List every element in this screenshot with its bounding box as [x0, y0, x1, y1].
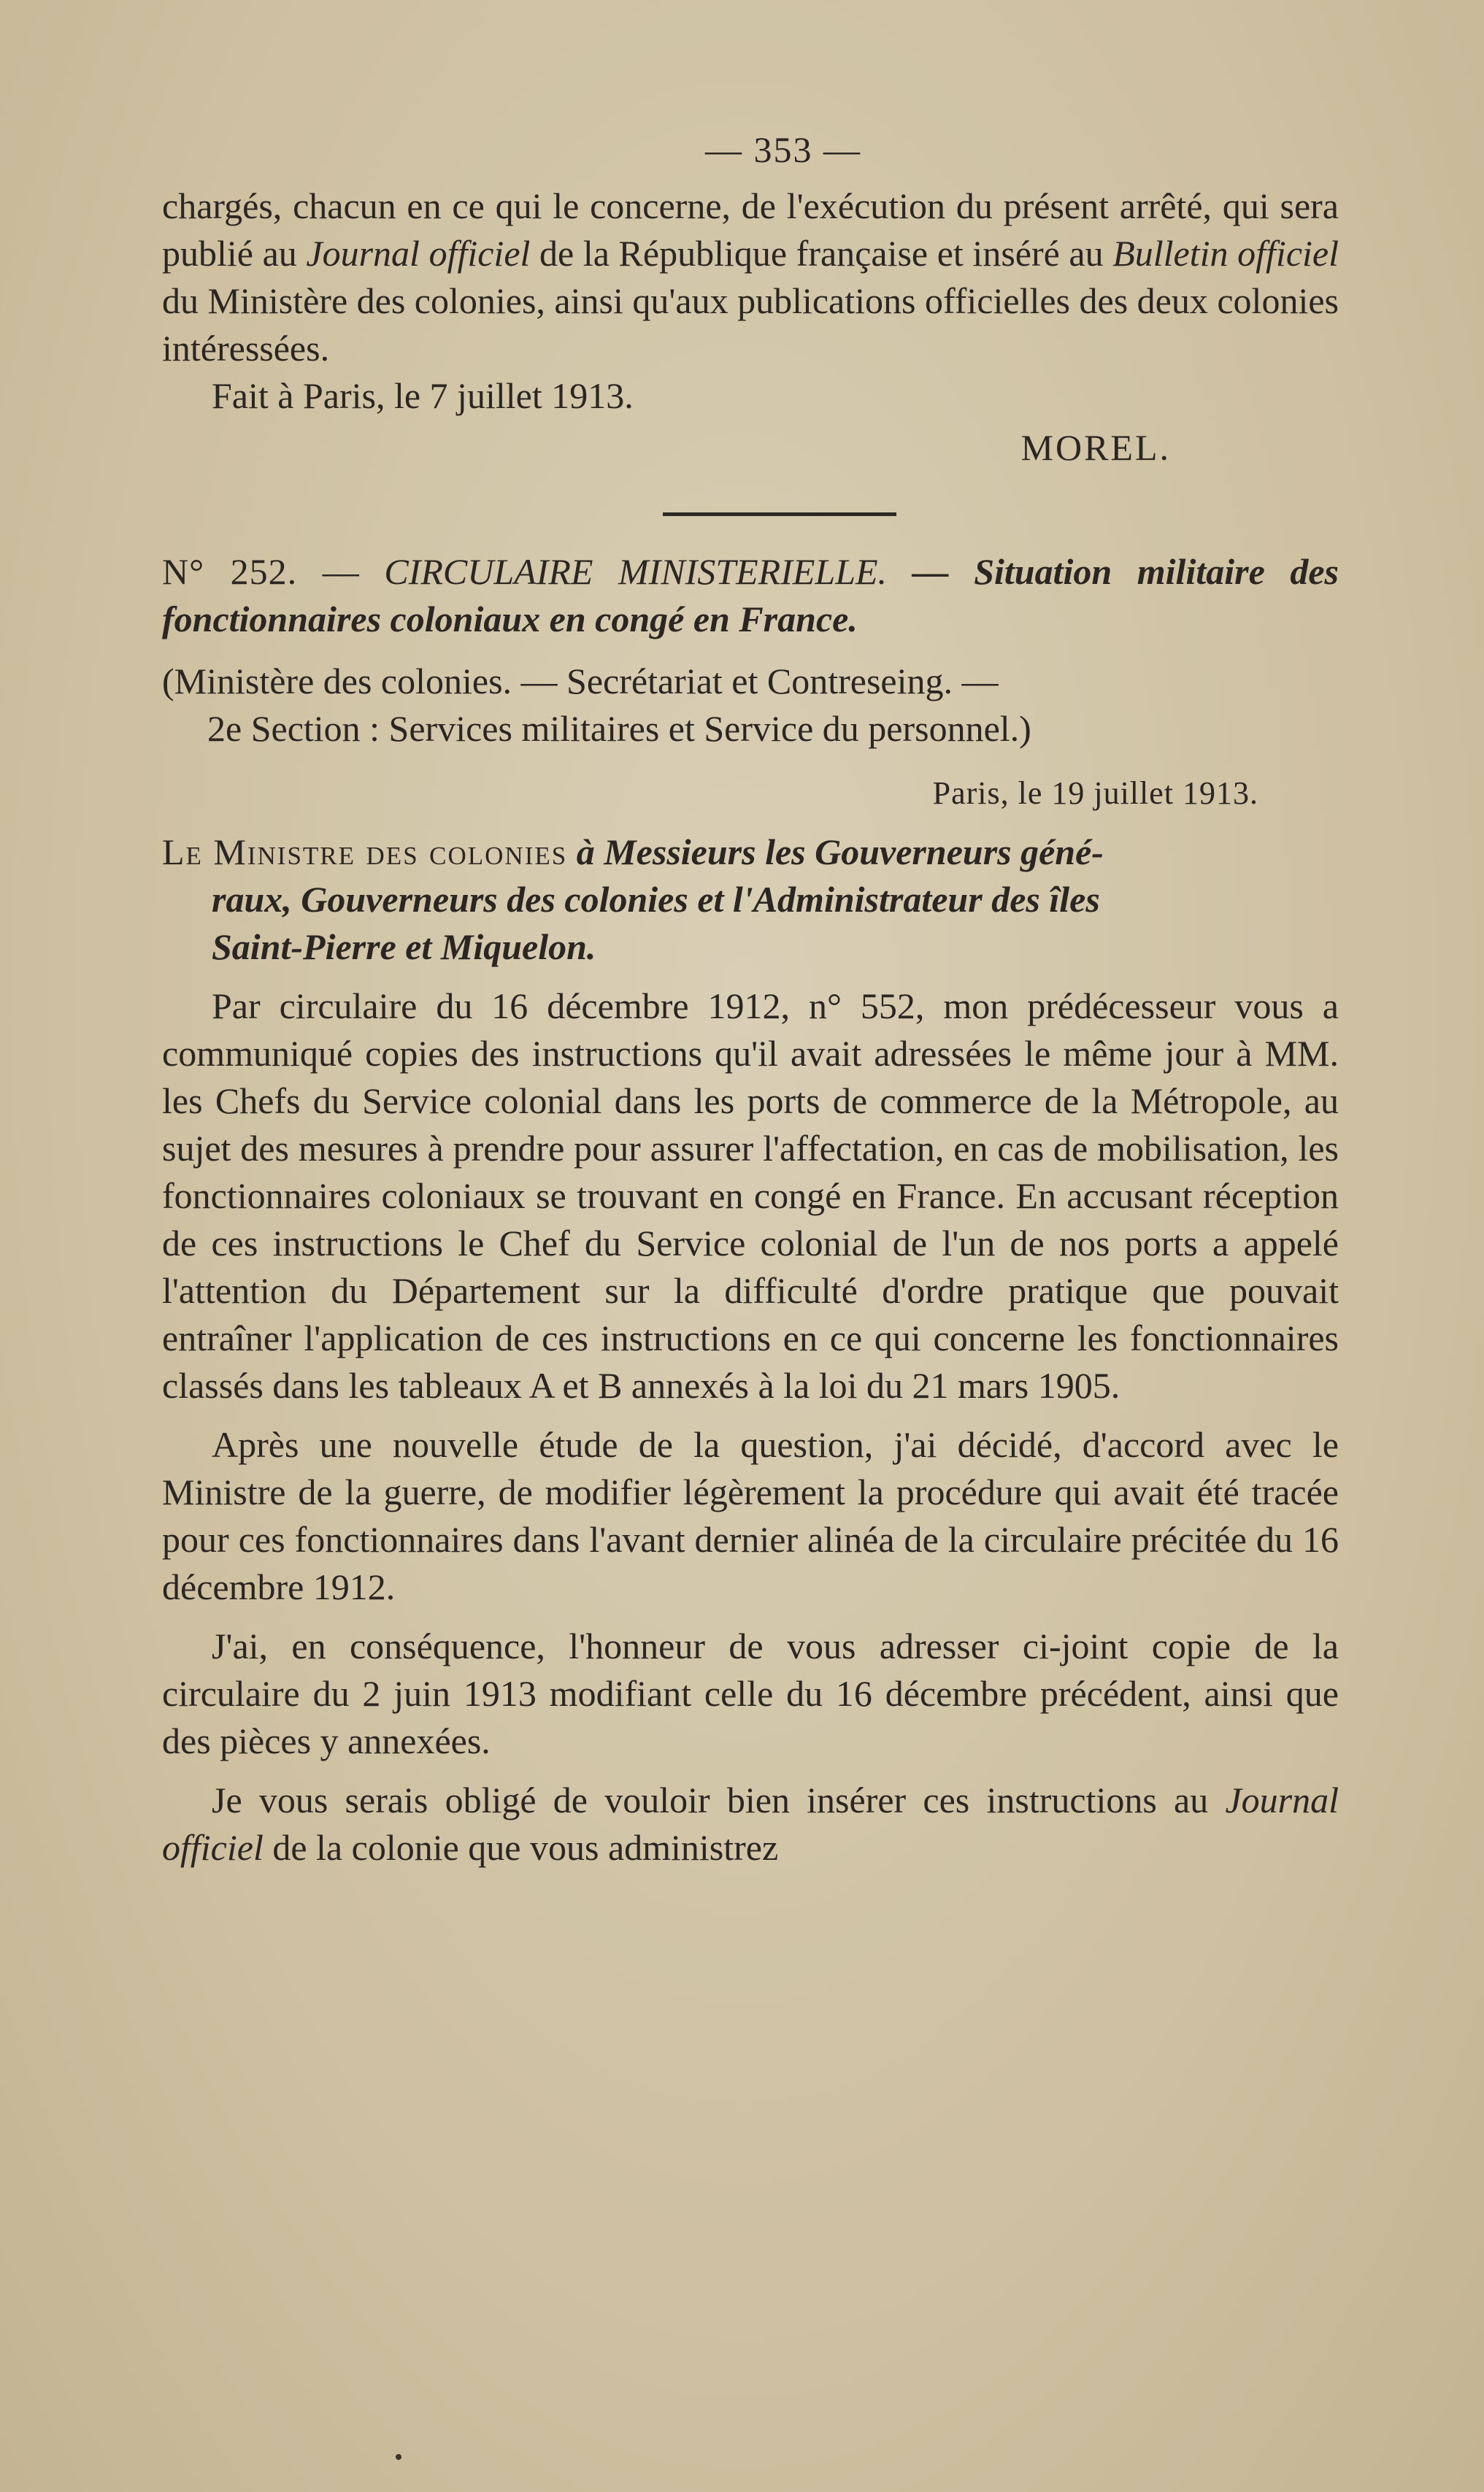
circular-type: CIRCULAIRE MINISTERIELLE.: [384, 551, 888, 592]
intro-text-1: chargés, chacun en ce qui le concerne, de l'exécution du présent arrêté, qui sera publié au: [162, 185, 1339, 274]
address-line-1: [162, 828, 1339, 876]
address-recipients-1: à Messieurs les Gouverneurs géné-: [567, 831, 1104, 872]
done-at-line: Fait à Paris, le 7 juillet 1913.: [212, 375, 634, 416]
ministry-reference: [162, 658, 1339, 753]
journal-officiel-title: Journal officiel: [306, 233, 531, 274]
body-paragraph-3: J'ai, en conséquence, l'honneur de vous adresser ci-joint copie de la circulaire du 2 juin 1913 modifiant celle du 16 décembre précédent, ainsi que des pièces y annexées.: [162, 1626, 1339, 1761]
intro-text-2: de la République française et inséré au: [530, 233, 1113, 274]
circular-dash: —: [297, 551, 385, 592]
last-paragraph-text-2: de la colonie que vous administrez: [263, 1827, 779, 1868]
circular-number: N° 252.: [162, 551, 298, 592]
address-recipients-2: raux, Gouverneurs des colonies et l'Administrateur des îles: [212, 879, 1100, 920]
address-block: [162, 828, 1339, 971]
body-paragraph-4: [162, 1777, 1339, 1872]
intro-text-3: du Ministère des colonies, ainsi qu'aux publications officielles des deux colonies intéressées.: [162, 280, 1339, 369]
signature: MOREL.: [1020, 427, 1171, 468]
address-sender: Le Ministre des colonies: [162, 831, 568, 872]
ministry-line-2: 2e Section : Services militaires et Service du personnel.): [207, 708, 1031, 749]
intro-paragraph: [162, 182, 1339, 372]
body-paragraph-1: Par circulaire du 16 décembre 1912, n° 552, mon prédécesseur vous a communiqué copies des instructions qu'il avait adressées le même jour à MM. les Chefs du Service colonial dans les ports de commerce de la Métropole, au sujet des mesures à prendre pour assurer l'affectation, en cas de mobilisation, les fonctionnaires coloniaux se trouvant en congé en France. En accusant réception de ces instructions le Chef du Service colonial de l'un de nos ports a appelé l'attention du Département sur la difficulté d'ordre pratique que pouvait entraîner l'application de ces instructions en ce qui concerne les fonctionnaires classés dans les tableaux A et B annexés à la loi du 21 mars 1905.: [162, 985, 1339, 1406]
dateline: Paris, le 19 juillet 1913.: [932, 775, 1258, 811]
circular-heading: [162, 548, 1339, 643]
last-paragraph-journal: Journal officiel: [162, 1780, 1339, 1868]
last-paragraph-text-1: Je vous serais obligé de vouloir bien insérer ces instructions au: [212, 1780, 1226, 1820]
page-content: [162, 117, 1339, 1872]
ministry-line-1: (Ministère des colonies. — Secrétariat et Contreseing. —: [162, 661, 999, 701]
ink-speck: [396, 2454, 401, 2460]
body-paragraph-2: Après une nouvelle étude de la question, j'ai décidé, d'accord avec le Ministre de la guerre, de modifier légèrement la procédure qui avait été tracée pour ces fonctionnaires dans l'avant dernier alinéa de la circulaire précitée du 16 décembre 1912.: [162, 1424, 1339, 1607]
circular-subject: — Situation militaire des fonctionnaires coloniaux en congé en France.: [162, 551, 1339, 639]
address-recipients-3: Saint-Pierre et Miquelon.: [212, 926, 596, 967]
section-divider: [663, 512, 896, 516]
bulletin-officiel-title: Bulletin officiel: [1112, 233, 1339, 274]
page-number: — 353 —: [705, 129, 861, 170]
